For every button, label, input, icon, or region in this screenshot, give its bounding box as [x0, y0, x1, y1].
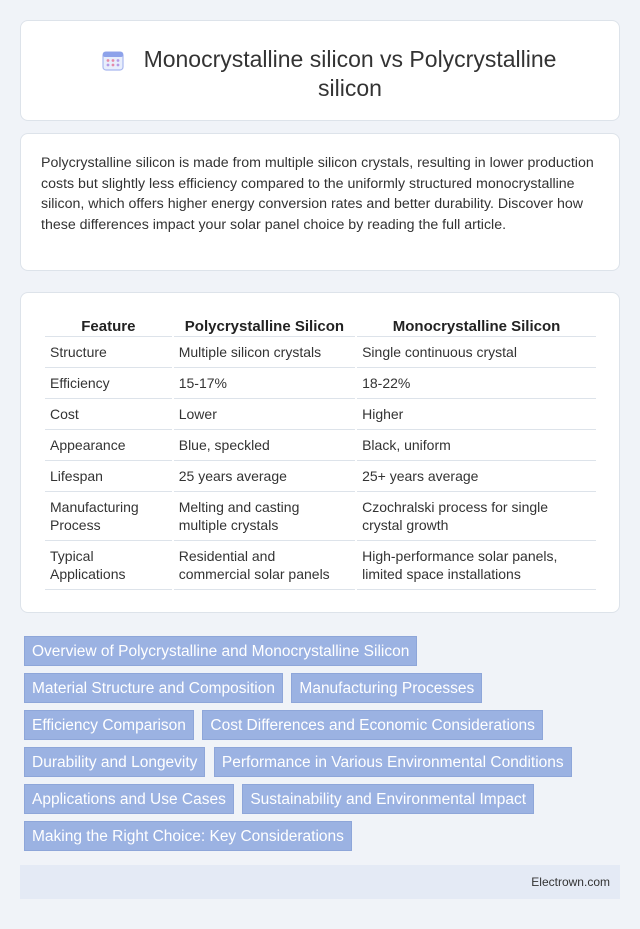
- table-cell: 25 years average: [174, 461, 355, 492]
- comparison-table-card: [20, 292, 620, 613]
- table-cell: Blue, speckled: [174, 430, 355, 461]
- tag-sustainability[interactable]: Sustainability and Environmental Impact: [242, 784, 534, 814]
- topic-tags: [24, 636, 604, 858]
- table-cell: Higher: [357, 399, 596, 430]
- tag-row: [24, 710, 604, 747]
- tag-row: [24, 673, 604, 710]
- table-cell: Lower: [174, 399, 355, 430]
- table-cell: Czochralski process for single crystal growth: [357, 492, 596, 541]
- tag-performance[interactable]: Performance in Various Environmental Conditions: [214, 747, 572, 777]
- table-row: [45, 541, 596, 590]
- tag-row: [24, 747, 604, 784]
- tag-material-structure[interactable]: Material Structure and Composition: [24, 673, 283, 703]
- table-row: [45, 399, 596, 430]
- table-cell: Single continuous crystal: [357, 337, 596, 368]
- table-header-cell: Polycrystalline Silicon: [174, 314, 355, 337]
- footer-site-link[interactable]: Electrown.com: [531, 875, 610, 889]
- tag-manufacturing[interactable]: Manufacturing Processes: [291, 673, 482, 703]
- tag-row: [24, 784, 604, 821]
- table-cell: Melting and casting multiple crystals: [174, 492, 355, 541]
- table-row: [45, 492, 596, 541]
- table-cell: Cost: [45, 399, 172, 430]
- table-cell: 25+ years average: [357, 461, 596, 492]
- table-cell: Residential and commercial solar panels: [174, 541, 355, 590]
- table-cell: Black, uniform: [357, 430, 596, 461]
- comparison-table: [43, 314, 598, 590]
- table-row: [45, 430, 596, 461]
- table-cell: Lifespan: [45, 461, 172, 492]
- table-cell: 15-17%: [174, 368, 355, 399]
- tag-cost[interactable]: Cost Differences and Economic Considerations: [202, 710, 543, 740]
- table-cell: Manufacturing Process: [45, 492, 172, 541]
- tag-overview[interactable]: Overview of Polycrystalline and Monocrystalline Silicon: [24, 636, 417, 666]
- table-cell: Appearance: [45, 430, 172, 461]
- table-cell: Typical Applications: [45, 541, 172, 590]
- table-cell: Multiple silicon crystals: [174, 337, 355, 368]
- table-header-cell: Monocrystalline Silicon: [357, 314, 596, 337]
- tag-applications[interactable]: Applications and Use Cases: [24, 784, 234, 814]
- tag-row: [24, 821, 604, 858]
- tag-efficiency[interactable]: Efficiency Comparison: [24, 710, 194, 740]
- table-row: [45, 461, 596, 492]
- table-cell: High-performance solar panels, limited space installations: [357, 541, 596, 590]
- tag-durability[interactable]: Durability and Longevity: [24, 747, 205, 777]
- table-header-cell: Feature: [45, 314, 172, 337]
- table-row: [45, 368, 596, 399]
- title-card: [20, 20, 620, 121]
- table-header-row: [45, 314, 596, 337]
- page-title: Monocrystalline silicon vs Polycrystalline silicon: [143, 46, 557, 101]
- table-row: [45, 337, 596, 368]
- table-cell: Structure: [45, 337, 172, 368]
- table-cell: Efficiency: [45, 368, 172, 399]
- intro-card: [20, 133, 620, 271]
- tag-row: [24, 636, 604, 673]
- tag-right-choice[interactable]: Making the Right Choice: Key Considerations: [24, 821, 352, 851]
- intro-paragraph: Polycrystalline silicon is made from multiple silicon crystals, resulting in lower production costs but slightly less efficiency compared to the uniformly structured monocrystalline silicon, which offers higher energy conversion rates and better durability. Discover how these differences impact your solar panel choice by reading the full article.: [41, 155, 594, 233]
- table-cell: 18-22%: [357, 368, 596, 399]
- footer: [20, 865, 620, 899]
